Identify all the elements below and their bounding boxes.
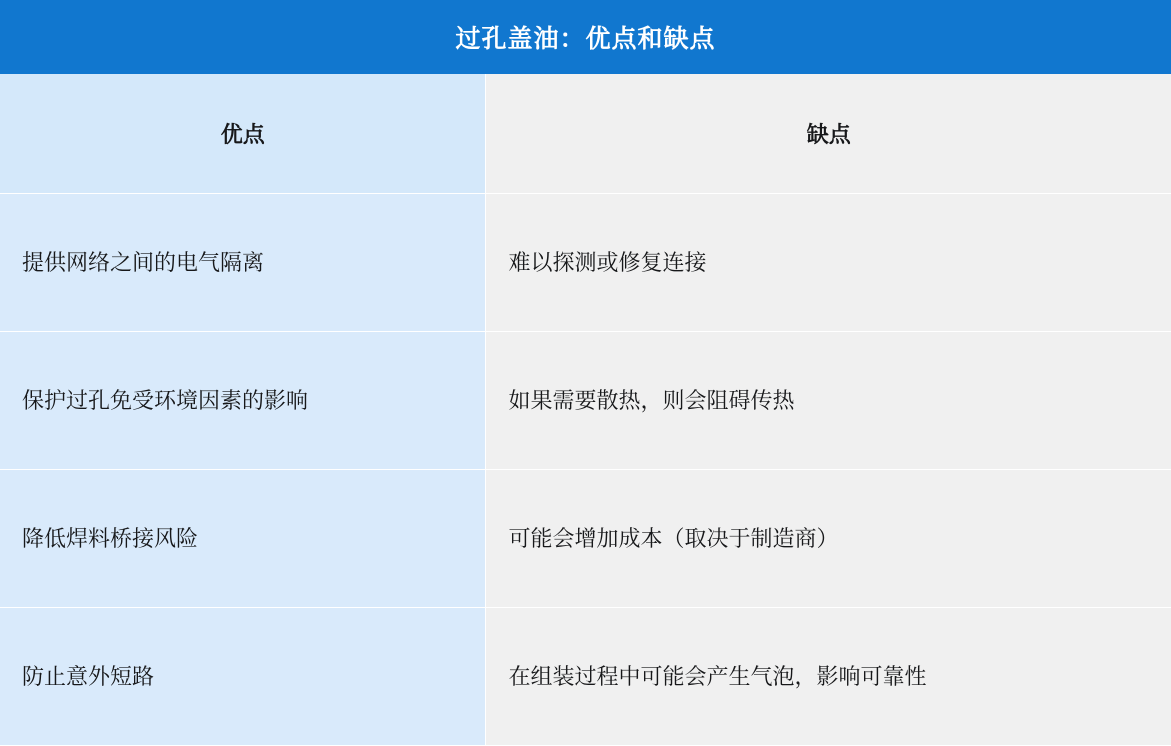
table-column-header-row: [0, 74, 1171, 194]
column-header-pros: 优点: [0, 74, 486, 194]
cell-pro: 降低焊料桥接风险: [0, 470, 486, 608]
column-header-cons: 缺点: [486, 74, 1171, 194]
table-header: [0, 0, 1171, 194]
table-title: 过孔盖油：优点和缺点: [0, 0, 1171, 74]
cell-con: 如果需要散热，则会阻碍传热: [486, 332, 1171, 470]
cell-pro: 保护过孔免受环境因素的影响: [0, 332, 486, 470]
table-row: [0, 470, 1171, 608]
cell-pro: 防止意外短路: [0, 608, 486, 746]
cell-pro: 提供网络之间的电气隔离: [0, 194, 486, 332]
table-row: [0, 194, 1171, 332]
table-row: [0, 608, 1171, 746]
table-title-row: [0, 0, 1171, 74]
cell-con: 难以探测或修复连接: [486, 194, 1171, 332]
table-body: [0, 194, 1171, 746]
cell-con: 可能会增加成本（取决于制造商）: [486, 470, 1171, 608]
cell-con: 在组装过程中可能会产生气泡，影响可靠性: [486, 608, 1171, 746]
table-row: [0, 332, 1171, 470]
